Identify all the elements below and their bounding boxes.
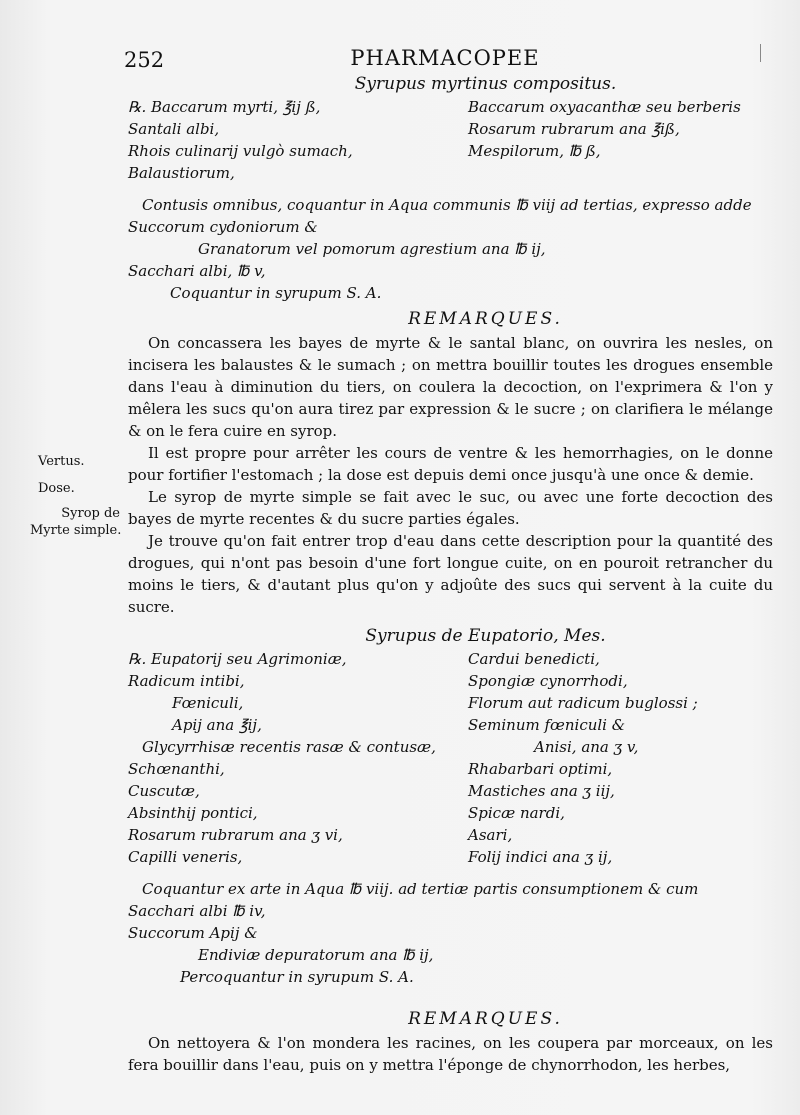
margin-note-dose: Dose. [38,481,75,496]
recipe1-directions [128,194,773,304]
direction-line: Sacchari albi, ℔ v, [128,262,266,280]
page-number: 252 [124,48,165,72]
ingredient: Glycyrrhisæ recentis rasæ & contusæ, [142,738,436,756]
ingredient: Balaustiorum, [128,164,235,182]
ingredient: Spongiæ cynorrhodi, [468,672,628,690]
page-content [128,72,773,1076]
ingredient: Rhois culinarij vulgò sumach, [128,142,353,160]
margin-note-syrop-line1: Syrop de [61,506,120,521]
remark-paragraph: Il est propre pour arrêter les cours de ventre & les hemorrhagies, on le donne pour fortifier l'estomach ; la dose est depuis demi once jusqu'à une once & demie. [128,444,773,484]
recipe2-title: Syrupus de Eupatorio, Mes. [365,626,606,646]
margin-note-syrop-line2: Myrte simple. [30,523,122,538]
ingredient: Florum aut radicum buglossi ; [468,694,698,712]
ingredient: Absinthij pontici, [128,804,258,822]
ingredient [468,162,773,184]
recipe1-title: Syrupus myrtinus compositus. [354,74,617,94]
ingredient: ℞. Eupatorij seu Agrimoniæ, [128,650,347,668]
margin-note-syrop [30,505,120,539]
ingredient: Folij indici ana ʒ ij, [468,848,613,866]
running-head: PHARMACOPEE [350,46,540,70]
margin-note-vertus: Vertus. [38,454,85,469]
direction-line: Coquantur in syrupum S. A. [170,284,382,302]
direction-line: Granatorum vel pomorum agrestium ana ℔ ij, [198,240,546,258]
direction-line: Percoquantur in syrupum S. A. [180,968,414,986]
remark-paragraph: Je trouve qu'on fait entrer trop d'eau dans cette description pour la quantité des drogues, qui n'ont pas besoin d'une fort longue cuite, on en pouroit retrancher du moins le tiers, & d'autant plus qu'on y adjoûte des sucs qui servent à la cuite du sucre. [128,532,773,616]
ingredient: Rhabarbari optimi, [468,760,613,778]
recipe2-ingredients [128,648,773,868]
ingredient: Santali albi, [128,120,220,138]
ingredient: Rosarum rubrarum ana ℥iß, [468,120,680,138]
ingredient: Anisi, ana ʒ v, [534,738,639,756]
remark-paragraph: On nettoyera & l'on mondera les racines, on les coupera par morceaux, on les fera bouillir dans l'eau, puis on y mettra l'éponge de chynorrhodon, les herbes, [128,1034,773,1074]
ingredient: Radicum intibi, [128,672,245,690]
direction-line: Succorum cydoniorum & [128,218,318,236]
remark-paragraph: Le syrop de myrte simple se fait avec le suc, ou avec une forte decoction des bayes de myrte recentes & du sucre parties égales. [128,488,773,528]
recipe1-ingredients [128,96,773,184]
ingredient: Seminum fœniculi & [468,716,626,734]
ingredient: Baccarum oxyacanthæ seu berberis [468,98,741,116]
ingredient: Asari, [468,826,513,844]
ingredient: Capilli veneris, [128,848,243,866]
ingredient: Spicæ nardi, [468,804,565,822]
ingredient: Rosarum rubrarum ana ʒ vi, [128,826,343,844]
direction-line: Endiviæ depuratorum ana ℔ ij, [198,946,434,964]
direction-line: Coquantur ex arte in Aqua ℔ viij. ad tertiæ partis consumptionem & cum [142,880,699,898]
ingredient: Cuscutæ, [128,782,200,800]
ingredient: Schœnanthi, [128,760,225,778]
direction-line: Sacchari albi ℔ iv, [128,902,266,920]
direction-line: Contusis omnibus, coquantur in Aqua communis ℔ viij ad tertias, expresso adde [142,196,752,214]
remarques-heading: REMARQUES. [408,309,563,329]
recipe2-directions [128,878,773,988]
remark-paragraph: On concassera les bayes de myrte & le santal blanc, on ouvrira les nesles, on incisera les balaustes & le sumach ; on mettra bouillir toutes les drogues ensemble dans l'eau à diminution du tiers, on coulera la decoction, on l'exprimera & l'on y mêlera les sucs qu'on aura tirez par expression & le sucre ; on clarifiera le mélange & on le fera cuire en syrop. [128,334,773,440]
ingredient: ℞. Baccarum myrti, ℥ij ß, [128,98,321,116]
ingredient: Fœniculi, [172,694,244,712]
ingredient: Cardui benedicti, [468,650,600,668]
remarques-heading: REMARQUES. [408,1009,563,1029]
ingredient: Apij ana ℥ij, [172,716,262,734]
page-header [0,44,800,74]
direction-line: Succorum Apij & [128,924,258,942]
edge-mark [760,44,765,62]
ingredient: Mastiches ana ʒ iij, [468,782,615,800]
ingredient: Mespilorum, ℔ ß, [468,142,601,160]
